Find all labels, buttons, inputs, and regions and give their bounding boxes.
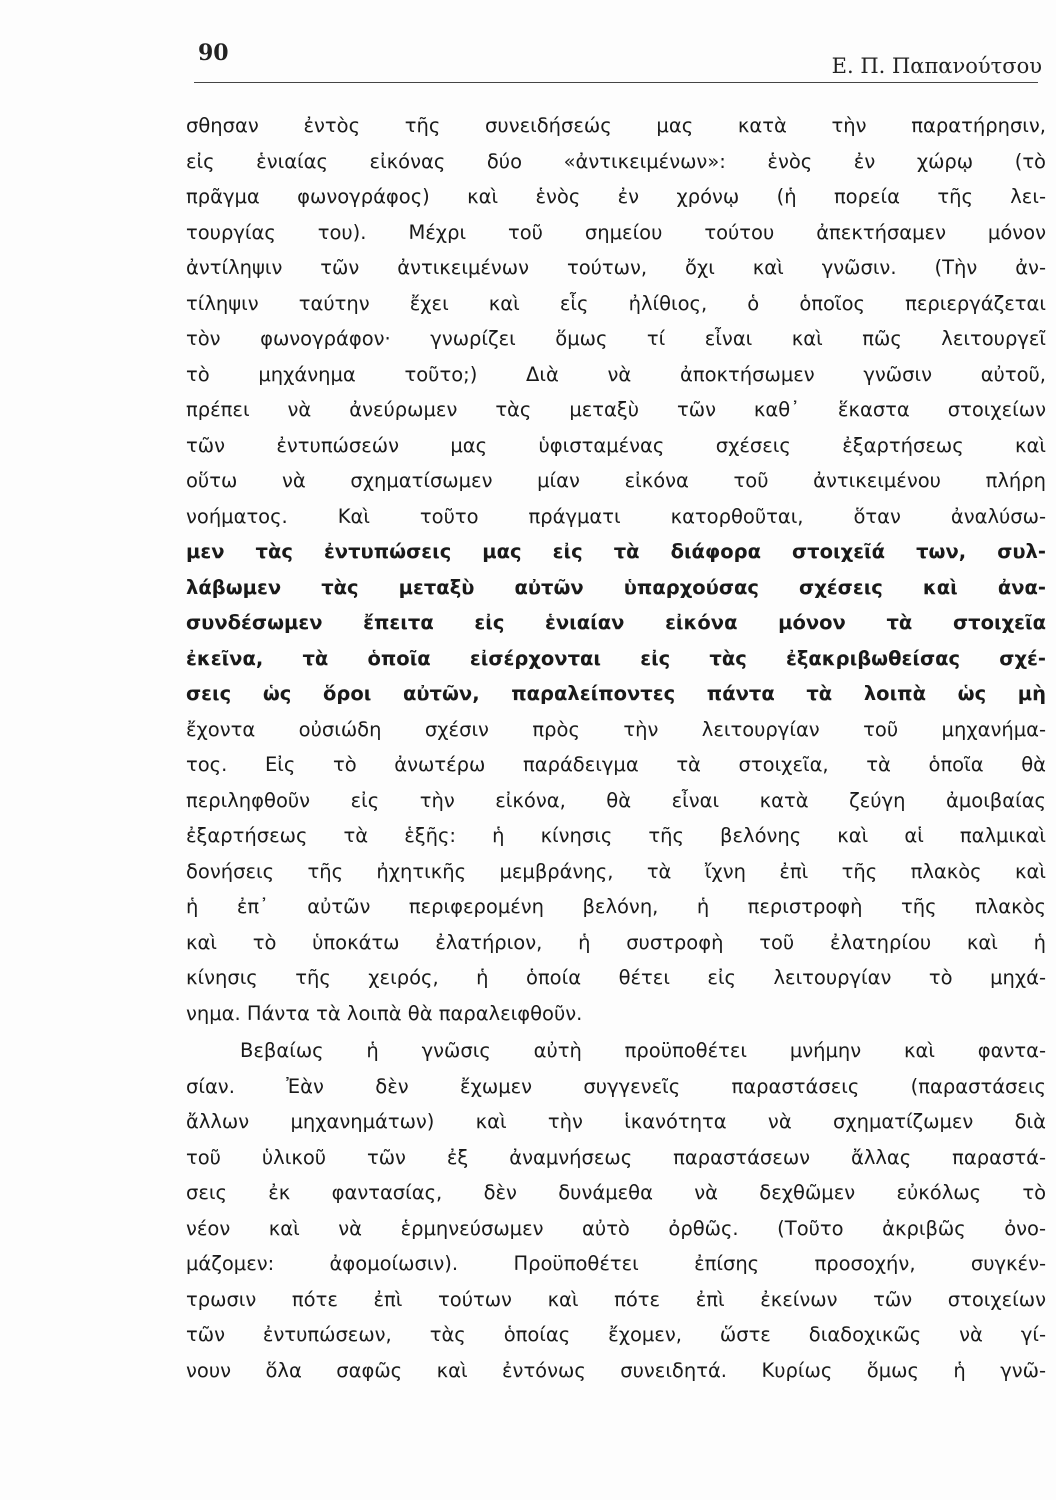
paragraph-1 (186, 108, 1046, 1031)
paragraph-2 (186, 1033, 1046, 1388)
text-line: τουργίας του). Μέχρι τοῦ σημείου τούτου ἀπεκτήσαμεν μόνον (186, 220, 1046, 244)
text-line: πρέπει νὰ ἀνεύρωμεν τὰς μεταξὺ τῶν καθ᾽ ἕκαστα στοιχείων (186, 398, 1046, 421)
header-rule (194, 82, 1038, 83)
text-line: νοήματος. Καὶ τοῦτο πράγματι κατορθοῦται, ὅταν ἀναλύσω- (186, 504, 1046, 528)
text-line: οὕτω νὰ σχηματίσωμεν μίαν εἰκόνα τοῦ ἀντικειμένου πλήρη (186, 469, 1046, 492)
text-line: ἡ ἐπ᾽ αὐτῶν περιφερομένη βελόνη, ἡ περιστροφὴ τῆς πλακὸς (186, 895, 1046, 918)
text-line: σθησαν ἐντὸς τῆς συνειδήσεώς μας κατὰ τὴν παρατήρησιν, (186, 114, 1046, 137)
running-head-author: Ε. Π. Παπανούτσου (831, 54, 1042, 78)
text-line: νουν ὅλα σαφῶς καὶ ἐντόνως συνειδητά. Κυρίως ὅμως ἡ γνῶ- (186, 1358, 1046, 1382)
text-line: ἐξαρτήσεως τὰ ἑξῆς: ἡ κίνησις τῆς βελόνης καὶ αἱ παλμικαὶ (186, 824, 1046, 847)
text-line: τὸν φωνογράφον· γνωρίζει ὅμως τί εἶναι καὶ πῶς λειτουργεῖ (186, 327, 1046, 350)
text-line: ἀντίληψιν τῶν ἀντικειμένων τούτων, ὄχι καὶ γνῶσιν. (Τὴν ἀν- (186, 256, 1046, 279)
text-line: ἄλλων μηχανημάτων) καὶ τὴν ἱκανότητα νὰ σχηματίζωμεν διὰ (186, 1110, 1046, 1133)
text-line: δονήσεις τῆς ἠχητικῆς μεμβράνης, τὰ ἴχνη ἐπὶ τῆς πλακὸς καὶ (186, 859, 1046, 883)
page-header (186, 36, 1048, 86)
text-line: ἔχοντα οὐσιώδη σχέσιν πρὸς τὴν λειτουργίαν τοῦ μηχανήμα- (186, 717, 1046, 741)
text-line: λάβωμεν τὰς μεταξὺ αὐτῶν ὑπαρχούσας σχέσεις καὶ ἀνα- (186, 575, 1046, 599)
text-line: τῶν ἐντυπώσεων, τὰς ὁποίας ἔχομεν, ὥστε διαδοχικῶς νὰ γί- (186, 1323, 1046, 1346)
text-line: σεις ἐκ φαντασίας, δὲν δυνάμεθα νὰ δεχθῶμεν εὐκόλως τὸ (186, 1181, 1046, 1204)
text-line: εἰς ἑνιαίας εἰκόνας δύο «ἀντικειμένων»: ἑνὸς ἐν χώρῳ (τὸ (186, 149, 1046, 173)
page-number: 90 (198, 40, 229, 66)
text-line: τὸ μηχάνημα τοῦτο;) Διὰ νὰ ἀποκτήσωμεν γνῶσιν αὐτοῦ, (186, 362, 1046, 386)
text-line: μεν τὰς ἐντυπώσεις μας εἰς τὰ διάφορα στοιχεῖά των, συλ- (186, 540, 1046, 563)
text-line: κίνησις τῆς χειρός, ἡ ὁποία θέτει εἰς λειτουργίαν τὸ μηχά- (186, 966, 1046, 989)
text-line: τῶν ἐντυπώσεών μας ὑφισταμένας σχέσεις ἐξαρτήσεως καὶ (186, 433, 1046, 457)
text-line: ἐκεῖνα, τὰ ὁποῖα εἰσέρχονται εἰς τὰς ἐξακριβωθείσας σχέ- (186, 646, 1046, 670)
text-line: σεις ὡς ὅροι αὐτῶν, παραλείποντες πάντα τὰ λοιπὰ ὡς μὴ (186, 682, 1046, 705)
text-line: πρᾶγμα φωνογράφος) καὶ ἑνὸς ἐν χρόνῳ (ἡ πορεία τῆς λει- (186, 185, 1046, 208)
text-line: μάζομεν: ἀφομοίωσιν). Προϋποθέτει ἐπίσης προσοχήν, συγκέν- (186, 1252, 1046, 1275)
text-line: σίαν. Ἐὰν δὲν ἔχωμεν συγγενεῖς παραστάσεις (παραστάσεις (186, 1074, 1046, 1098)
text-line: καὶ τὸ ὑποκάτω ἐλατήριον, ἡ συστροφὴ τοῦ ἐλατηρίου καὶ ἡ (186, 930, 1046, 954)
text-line: τίληψιν ταύτην ἔχει καὶ εἷς ἠλίθιος, ὁ ὁποῖος περιεργάζεται (186, 291, 1046, 315)
text-line: νημα. Πάντα τὰ λοιπὰ θὰ παραλειφθοῦν. (186, 1001, 583, 1025)
text-line: τος. Εἰς τὸ ἀνωτέρω παράδειγμα τὰ στοιχεῖα, τὰ ὁποῖα θὰ (186, 753, 1046, 776)
text-line: τρωσιν πότε ἐπὶ τούτων καὶ πότε ἐπὶ ἐκείνων τῶν στοιχείων (186, 1287, 1046, 1311)
body-text (186, 108, 1046, 1388)
text-line: περιληφθοῦν εἰς τὴν εἰκόνα, θὰ εἶναι κατὰ ζεύγη ἀμοιβαίας (186, 788, 1046, 812)
text-line: Βεβαίως ἡ γνῶσις αὐτὴ προϋποθέτει μνήμην καὶ φαντα- (240, 1039, 1046, 1062)
text-line: συνδέσωμεν ἔπειτα εἰς ἑνιαίαν εἰκόνα μόνον τὰ στοιχεῖα (186, 611, 1046, 634)
text-line: τοῦ ὑλικοῦ τῶν ἐξ ἀναμνήσεως παραστάσεων ἄλλας παραστά- (186, 1145, 1046, 1169)
text-line: νέον καὶ νὰ ἑρμηνεύσωμεν αὐτὸ ὀρθῶς. (Τοῦτο ἀκριβῶς ὀνο- (186, 1216, 1046, 1240)
